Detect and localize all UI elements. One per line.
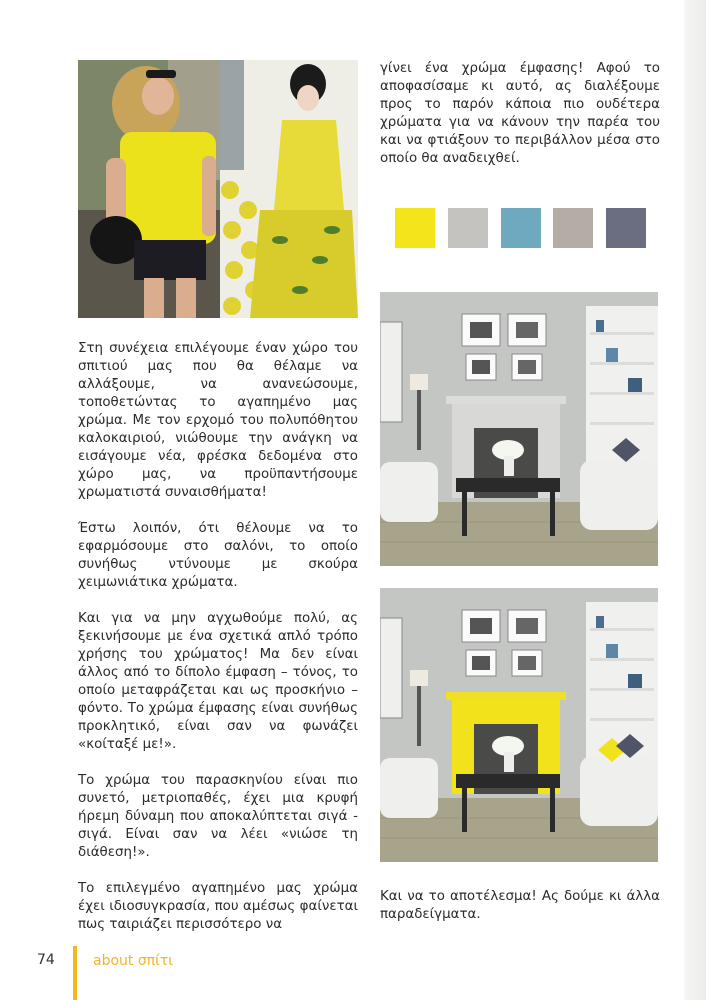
footer-accent-bar	[73, 946, 77, 1000]
fashion-photo-woman-yellow-top	[78, 60, 220, 318]
swatch-teal-blue	[501, 208, 541, 248]
article-paragraph-continued: γίνει ένα χρώμα έμφασης! Αφού το αποφασίσαμε κι αυτό, ας διαλέξουμε προς το παρόν κάποια πιο ουδέτερα χρώματα για να κάνουν την παρέα του και να φτιάξουν το περιβάλλον μέσα στο οποίο θα αναδειχθεί.	[380, 61, 660, 166]
living-room-photo-before	[380, 292, 658, 566]
right-column	[380, 60, 660, 924]
living-room-photo-after	[380, 588, 658, 862]
article-paragraph-3: Και για να μην αγχωθούμε πολύ, ας ξεκινήσουμε με ένα σχετικά απλό τρόπο χρήσης του χρώματος! Μα δεν είναι άλλος από το δίπολο έμφαση – τόνος, το οποίο μεταφράζεται και ως προσκήνιο – φόντο. Το χρώμα έμφασης είναι συνήθως προκλητικό, είναι σαν να φωνάζει «κοίταξέ με!».	[78, 611, 358, 752]
fashion-photo-woman-lemons	[220, 60, 358, 318]
swatch-slate	[606, 208, 646, 248]
fashion-photo	[78, 60, 358, 318]
swatch-yellow	[395, 208, 435, 248]
article-paragraph-4: Το χρώμα του παρασκηνίου είναι πιο συνετό, μετριοπαθές, έχει μια κρυφή ήρεμη δύναμη που αποκαλύπτεται σιγά - σιγά. Είναι σαν να λέει «νιώσε τη διάθεση!».	[78, 773, 358, 860]
article-paragraph-2: Έστω λοιπόν, ότι θέλουμε να το εφαρμόσουμε στο σαλόνι, το οποίο συνήθως ντύνουμε με σκούρα χειμωνιάτικα χρώματα.	[78, 521, 358, 590]
result-caption: Και να το αποτέλεσμα! Ας δούμε κι άλλα παραδείγματα.	[380, 889, 660, 922]
swatch-light-gray	[448, 208, 488, 248]
article-paragraph-5: Το επιλεγμένο αγαπημένο μας χρώμα έχει ιδιοσυγκρασία, που αμέσως φαίνεται πως ταιριάζει περισσότερο να	[78, 881, 358, 932]
color-palette	[395, 208, 646, 248]
page-number: 74	[37, 952, 55, 968]
swatch-taupe	[553, 208, 593, 248]
magazine-brand: about σπίτι	[93, 953, 174, 969]
left-column	[78, 60, 358, 934]
article-paragraph-1: Στη συνέχεια επιλέγουμε έναν χώρο του σπιτιού μας που θα θέλαμε να αλλάξουμε, να ανανεώσουμε, τοποθετώντας το αγαπημένο μας χρώμα. Με τον ερχομό του πολυπόθητου καλοκαιριού, νιώθουμε την ανάγκη να εισάγουμε νέα, φρέσκα δεδομένα στο χώρο μας, να προϋπαντήσουμε χρωματιστά συναισθήματα!	[78, 341, 358, 500]
page-edge	[684, 0, 706, 1000]
